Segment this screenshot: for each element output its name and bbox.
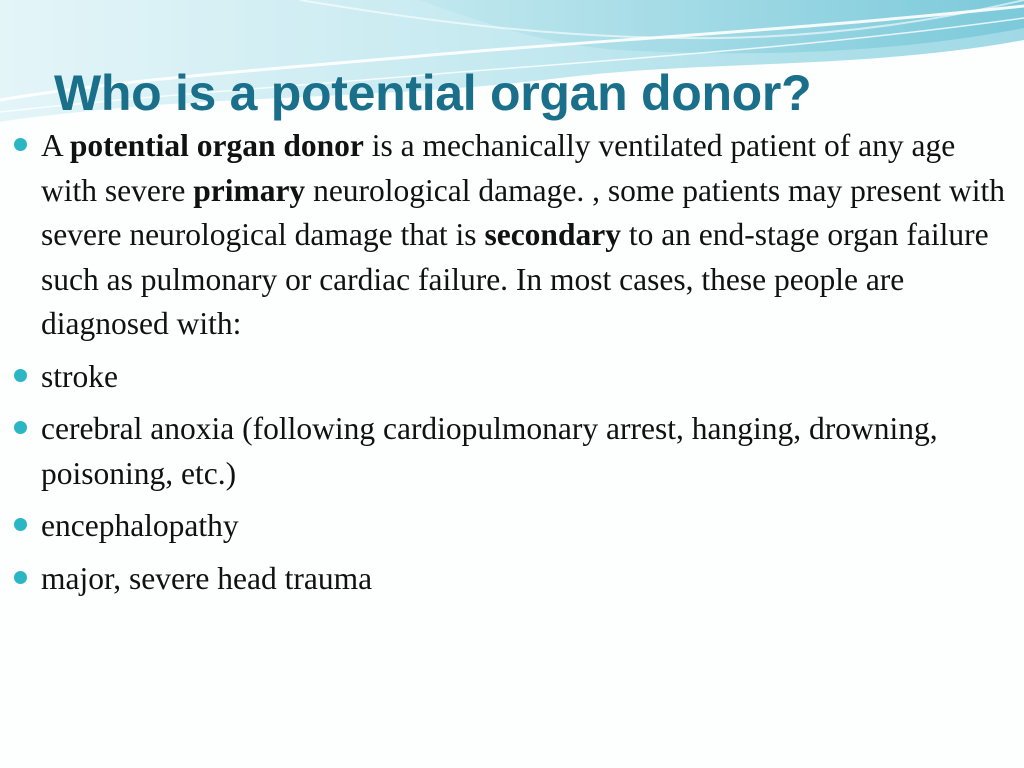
bullet-text: stroke — [41, 358, 118, 394]
slide-title: Who is a potential organ donor? — [54, 65, 812, 121]
bold-primary: primary — [193, 172, 306, 208]
bullet-text: cerebral anoxia (following cardiopulmonary arrest, hanging, drowning, poisoning, etc.) — [41, 411, 938, 491]
bold-potential-organ-donor: potential organ donor — [69, 128, 364, 163]
bullet-item-cerebral-anoxia — [14, 407, 1014, 496]
bullet-marker-icon — [14, 518, 27, 531]
bullet-item-head-trauma — [14, 557, 1014, 602]
bullet-item-stroke — [14, 355, 1014, 400]
bullet-marker-icon — [14, 571, 27, 584]
bullet-marker-icon — [14, 369, 27, 382]
bullet-item-definition — [14, 124, 1014, 347]
bullet-text: encephalopathy — [41, 508, 239, 543]
bold-secondary: secondary — [484, 217, 621, 252]
bullet-marker-icon — [14, 138, 27, 151]
definition-text: A potential organ donor is a mechanically ventilated patient of any age with severe primary neurological damage. , some patients may present with severe neurological damage that is secondary to an end-stage organ failure such as pulmonary or cardiac failure. In most cases, these people are diagnosed with: — [41, 128, 1005, 341]
bullet-item-encephalopathy — [14, 504, 1014, 549]
bullet-list — [14, 124, 1014, 601]
bullet-text: major, severe head trauma — [41, 560, 373, 596]
bullet-marker-icon — [14, 421, 27, 434]
